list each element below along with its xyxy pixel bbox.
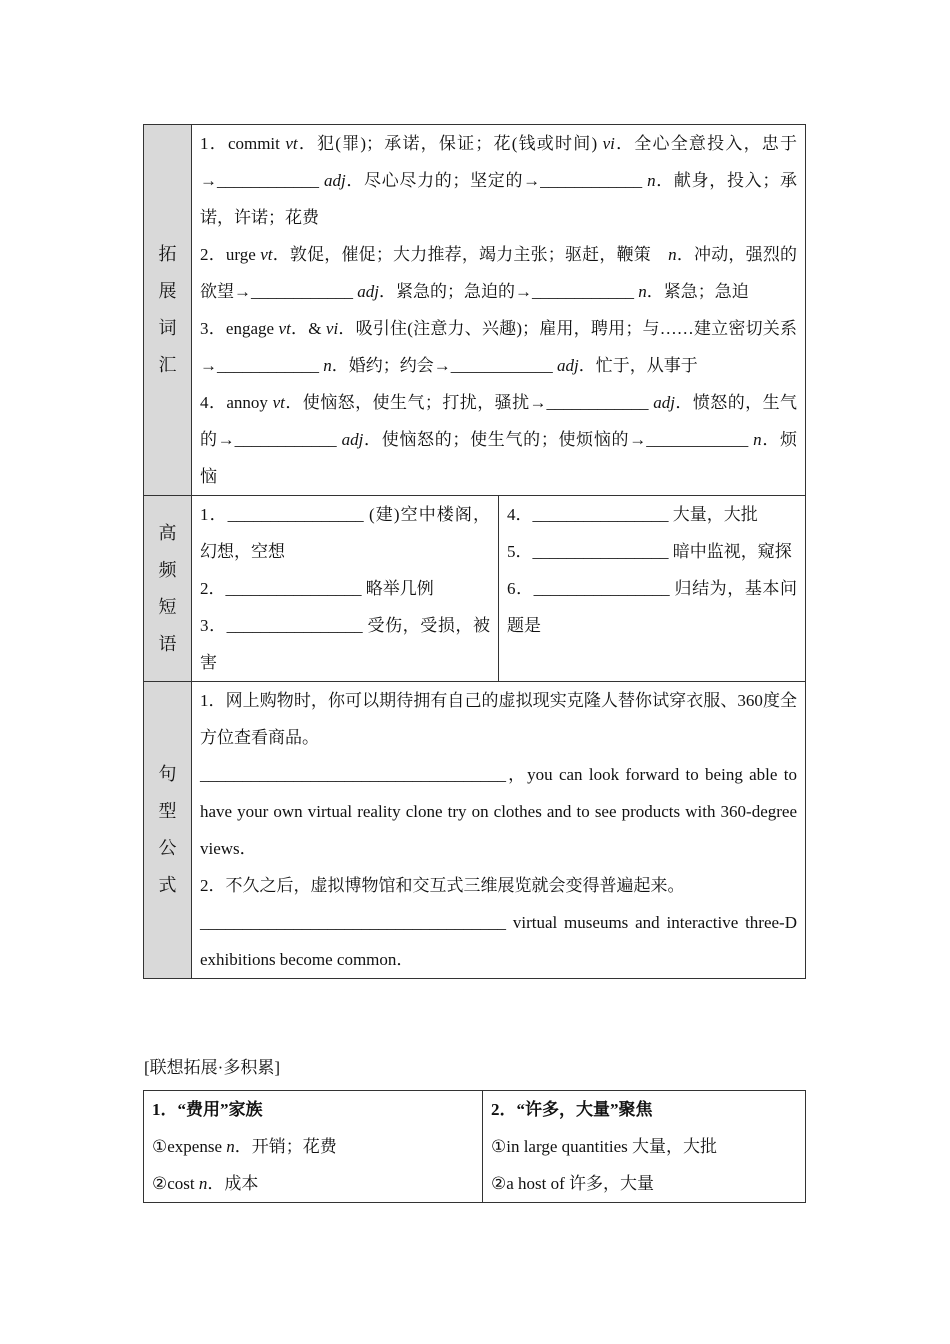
vocab-content-cell [192, 125, 806, 496]
phrases-row [144, 496, 806, 682]
phrases-right-cell [499, 496, 806, 682]
phrase-item: 1．________________ (建)空中楼阁，幻想，空想 [200, 505, 490, 561]
phrase-item: 4．________________ 大量，大批 [507, 505, 758, 524]
sentence-en: ____________________________________，you can look forward to being able to have your own virtual reality clone try on clothes and to see products with 360-degree views． [200, 765, 797, 858]
phrase-item: 6．________________ 归结为，基本问题是 [507, 579, 797, 635]
phrases-category-cell [144, 496, 192, 682]
phrase-item: 2．________________ 略举几例 [200, 579, 434, 598]
association-left-cell [144, 1091, 483, 1203]
sentences-category-cell [144, 682, 192, 979]
vocab-category-cell [144, 125, 192, 496]
vocab-item: 2．urge vt．敦促，催促；大力推荐，竭力主张；驱赶，鞭策 n．冲动，强烈的欲望→____________ adj．紧急的；急迫的→____________ n．紧急；急迫 [200, 245, 798, 301]
association-item: ①in large quantities 大量，大批 [491, 1137, 717, 1156]
phrase-item: 3．________________ 受伤，受损，被害 [200, 616, 490, 672]
phrases-category-label: 高频短语 [158, 522, 177, 655]
association-item: ②cost n．成本 [152, 1174, 259, 1193]
sentences-row [144, 682, 806, 979]
vocab-item: 3．engage vt．& vi．吸引住(注意力、兴趣)；雇用，聘用；与……建立密切关系→____________ n．婚约；约会→____________ adj．忙于，从事于 [200, 319, 797, 375]
sentence-en: ____________________________________ virtual museums and interactive three-D exhibitions become common． [200, 913, 797, 969]
association-item: ①expense n．开销；花费 [152, 1137, 337, 1156]
vocab-row [144, 125, 806, 496]
phrases-left-cell [192, 496, 499, 682]
vocab-item: 4．annoy vt．使恼怒，使生气；打扰，骚扰→____________ adj．愤怒的，生气的→____________ adj．使恼怒的；使生气的；使烦恼的→____________ n．烦恼 [200, 393, 798, 486]
association-left-head: 1．“费用”家族 [152, 1100, 263, 1119]
vocab-category-label: 拓展词汇 [158, 244, 177, 376]
association-item: ②a host of 许多，大量 [491, 1174, 655, 1193]
sentences-category-label: 句型公式 [158, 764, 177, 896]
association-right-head: 2．“许多，大量”聚焦 [491, 1100, 653, 1119]
sentence-cn: 1．网上购物时，你可以期待拥有自己的虚拟现实克隆人替你试穿衣服、360度全方位查看商品。 [200, 691, 797, 747]
phrase-item: 5．________________ 暗中监视，窥探 [507, 542, 792, 561]
association-right-cell [483, 1091, 806, 1203]
association-title: [联想拓展·多积累] [144, 1058, 280, 1077]
sentence-cn: 2．不久之后，虚拟博物馆和交互式三维展览就会变得普遍起来。 [200, 876, 685, 895]
association-table [143, 1090, 806, 1203]
study-table [143, 124, 806, 979]
vocab-item: 1．commit vt．犯(罪)；承诺，保证；花(钱或时间) vi．全心全意投入，忠于→____________ adj．尽心尽力的；坚定的→____________ n．献身，投入；承诺，许诺；花费 [200, 134, 798, 227]
sentences-content-cell [192, 682, 806, 979]
